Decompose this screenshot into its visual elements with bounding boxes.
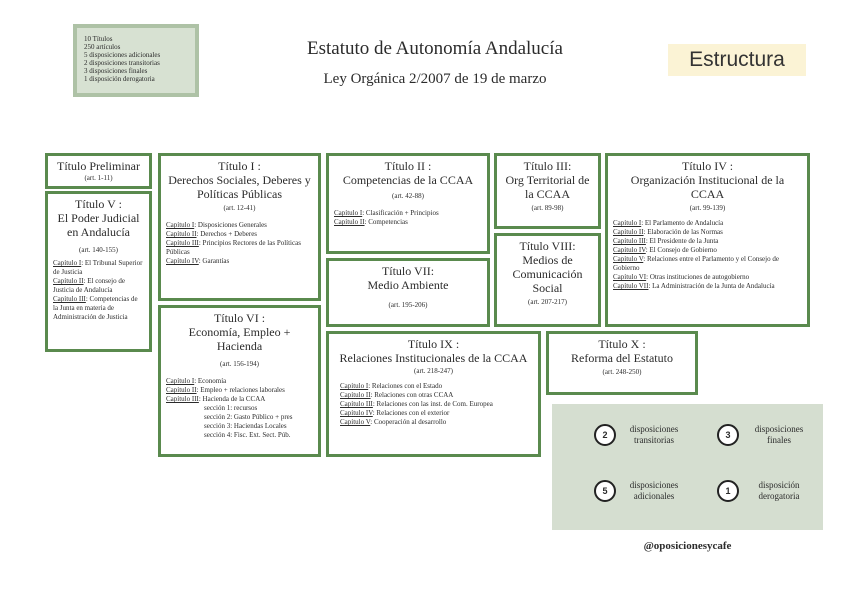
box-subtitle: Organización Institucional de la CCAA — [630, 173, 785, 201]
summary-line: 1 disposición derogatoria — [84, 75, 155, 83]
chapter-list — [166, 221, 313, 266]
title-i-box — [158, 153, 321, 301]
chapter-item: Capítulo I: Relaciones con el Estado — [340, 382, 443, 390]
section-item: sección 3: Haciendas Locales — [204, 422, 287, 430]
chapter-item: Capítulo III: Principios Rectores de las Políticas Públicas — [166, 239, 301, 256]
disposition-label: disposiciones adicionales — [629, 480, 679, 501]
title-ix-box — [326, 331, 541, 457]
box-subtitle: El Poder Judicial en Andalucía — [57, 211, 140, 239]
chapter-item: Capítulo I: El Parlamento de Andalucía — [613, 219, 724, 227]
disposition-count: 5 — [594, 480, 616, 502]
chapter-item: Capítulo VI: Otras instituciones de autogobierno — [613, 273, 750, 281]
box-subtitle: Org Territorial de la CCAA — [505, 173, 590, 201]
title-preliminar-box — [45, 153, 152, 189]
chapter-list — [334, 382, 533, 427]
disposition-count: 1 — [717, 480, 739, 502]
box-title: Título II : — [384, 159, 432, 173]
box-subtitle: Economía, Empleo + Hacienda — [188, 325, 291, 353]
box-title: Título I : — [218, 159, 261, 173]
article-range: (art. 12-41) — [223, 204, 256, 212]
box-subtitle: Competencias de la CCAA — [342, 173, 474, 187]
chapter-item: Capítulo V: Relaciones entre el Parlamento y el Consejo de Gobierno — [613, 255, 779, 272]
box-title: Título VI : — [213, 311, 266, 325]
summary-line: 10 Títulos — [84, 35, 113, 43]
box-title: Título IV : — [681, 159, 734, 173]
article-range: (art. 207-217) — [528, 298, 567, 306]
chapter-item: Capítulo IV: Relaciones con el exterior — [340, 409, 450, 417]
box-title: Título III: — [523, 159, 572, 173]
chapter-item: Capítulo II: El consejo de Justicia de Andalucía — [53, 277, 125, 294]
disposition-item — [594, 480, 688, 502]
chapter-item: Capítulo I: El Tribunal Superior de Justicia — [53, 259, 143, 276]
box-subtitle: Relaciones Institucionales de la CCAA — [339, 351, 528, 365]
article-range: (art. 1-11) — [84, 174, 113, 182]
title-vii-box — [326, 258, 490, 327]
dispositions-panel — [552, 404, 823, 530]
chapter-item: Capítulo IV: El Consejo de Gobierno — [613, 246, 717, 254]
box-subtitle: Medio Ambiente — [367, 278, 449, 292]
chapter-item: Capítulo III: Competencias de la Junta en materia de Administración de Justicia — [53, 295, 138, 321]
chapter-item: Capítulo IV: Garantías — [166, 257, 230, 265]
chapter-item: Capítulo II: Empleo + relaciones laborales — [166, 386, 285, 394]
summary-box — [73, 24, 199, 97]
article-range: (art. 140-155) — [79, 246, 118, 254]
chapter-item: Capítulo III: Hacienda de la CCAA — [166, 395, 266, 403]
section-item: sección 2: Gasto Público + pres — [204, 413, 293, 421]
chapter-list — [613, 219, 802, 291]
box-subtitle: Reforma del Estatuto — [571, 351, 673, 365]
chapter-list — [334, 209, 482, 227]
disposition-label: disposiciones finales — [754, 424, 804, 445]
article-range: (art. 89-98) — [531, 204, 564, 212]
summary-line: 3 disposiciones finales — [84, 67, 148, 75]
chapter-item: Capítulo II: Elaboración de las Normas — [613, 228, 723, 236]
chapter-item: Capítulo VII: La Administración de la Junta de Andalucía — [613, 282, 775, 290]
title-viii-box — [494, 233, 601, 327]
article-range: (art. 218-247) — [414, 367, 453, 375]
disposition-count: 3 — [717, 424, 739, 446]
page-title: Estatuto de Autonomía Andalucía — [307, 38, 563, 59]
chapter-item: Capítulo III: Relaciones con las inst. de Com. Europea — [340, 400, 493, 408]
article-range: (art. 99-139) — [689, 204, 726, 212]
section-item: sección 4: Fisc. Ext. Sect. Púb. — [204, 431, 291, 439]
chapter-item: Capítulo II: Relaciones con otras CCAA — [340, 391, 454, 399]
article-range: (art. 156-194) — [220, 360, 259, 368]
chapter-item: Capítulo I: Economía — [166, 377, 227, 385]
summary-line: 2 disposiciones transitorias — [84, 59, 160, 67]
chapter-item: Capítulo II: Derechos + Deberes — [166, 230, 258, 238]
structure-badge: Estructura — [668, 44, 806, 76]
disposition-label: disposiciones transitorias — [629, 424, 679, 445]
page-subtitle: Ley Orgánica 2/2007 de 19 de marzo — [323, 71, 547, 87]
disposition-item — [594, 424, 688, 446]
title-vi-box — [158, 305, 321, 457]
title-ii-box — [326, 153, 490, 254]
title-v-box — [45, 191, 152, 352]
summary-line: 5 disposiciones adicionales — [84, 51, 161, 59]
disposition-item — [717, 424, 815, 446]
box-title: Título IX : — [407, 337, 460, 351]
box-title: Título VIII: — [519, 239, 576, 253]
section-item: sección 1: recursos — [204, 404, 258, 412]
box-title: Título VII: — [381, 264, 435, 278]
box-title: Título V : — [75, 197, 122, 211]
article-range: (art. 195-206) — [388, 301, 428, 309]
chapter-list — [166, 377, 313, 440]
box-title: Título Preliminar — [57, 159, 140, 173]
box-subtitle: Derechos Sociales, Deberes y Políticas Públicas — [168, 173, 311, 201]
chapter-item: Capítulo II: Competencias — [334, 218, 408, 226]
article-range: (art. 248-250) — [602, 368, 642, 376]
author-handle: @oposicionesycafe — [643, 540, 732, 552]
title-x-box — [546, 331, 698, 395]
title-iv-box — [605, 153, 810, 327]
article-range: (art. 42-88) — [392, 192, 424, 200]
chapter-item: Capítulo V: Cooperación al desarrollo — [340, 418, 447, 426]
box-title: Título X : — [598, 337, 646, 351]
chapter-item: Capítulo III: El Presidente de la Junta — [613, 237, 719, 245]
title-iii-box — [494, 153, 601, 229]
chapter-item: Capítulo I: Disposiciones Generales — [166, 221, 267, 229]
chapter-list — [53, 259, 144, 322]
disposition-count: 2 — [594, 424, 616, 446]
disposition-label: disposición derogatoria — [758, 480, 800, 501]
disposition-item — [717, 480, 815, 502]
box-subtitle: Medios de Comunicación Social — [512, 253, 583, 295]
chapter-item: Capítulo I: Clasificación + Principios — [334, 209, 439, 217]
summary-line: 250 artículos — [84, 43, 121, 51]
